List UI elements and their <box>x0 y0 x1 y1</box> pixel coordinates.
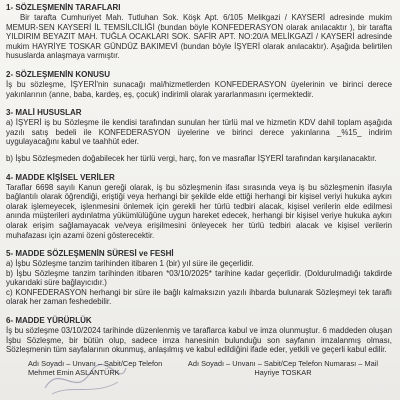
section-effectiveness <box>6 316 392 355</box>
signatory-name: Hayriye TOSKAR <box>254 367 312 377</box>
section-paragraph: a) İşbu Sözleşme tanzim tarihinden itibaren 1 (bir) yıl süre ile geçerlidir. <box>6 259 254 269</box>
section-heading: 6- MADDE YÜRÜRLÜK <box>6 316 92 326</box>
section-paragraph: c) KONFEDERASYON herhangi bir süre ile bağlı kalmaksızın yazılı ihbarda bulunarak Sözleşmeyi tek taraflı olarak her zaman feshedebilir. <box>6 287 392 307</box>
section-paragraph: İş bu sözleşme, İŞYERİ'nin sunacağı mal/hizmetlerden KONFEDERASYON üyelerinin ve birinci derece yakınlarının (anne, baba, kardeş, eş, çocuk) indirimli olarak yararlanmasını içermektedir. <box>6 79 392 99</box>
signature-role: Adı Soyadı – Unvanı – Sabit/Cep Telefon <box>28 358 163 368</box>
section-paragraph: İş bu sözleşme 03/10/2024 tarihinde düzenlenmiş ve taraflarca kabul ve imza olunmuştur. 6 maddeden oluşan İşbu Sözleşme, bir bütün olup, sadece imza hanesinin bulunduğu son sayfanın imzalanmış olması, Sözleşmenin tüm sayfalarının okunmuş, anlaşılmış ve kabul edildiğini ifade eder, yetkili ve geçerli kabul edilir. <box>6 326 392 355</box>
section-heading: 3- MALİ HUSUSLAR <box>6 108 82 118</box>
section-parties <box>6 3 392 61</box>
section-paragraph: Bir tarafta Cumhuriyet Mah. Tutluhan Sok. Köşk Apt. 6/105 Melikgazi / KAYSERİ adresinde mukim MEMUR-SEN KAYSERİ İL TEMSİLCİLİĞİ (bundan böyle KONFEDERASYON olarak anılacaktır ), bir tarafta YILDIRIM BEYAZIT MAH. TUĞLA OCAKLARI SOK. SAFİR APT. NO:20/A MELİKGAZİ / KAYSERİ adresinde mukim HAYRİYE TOSKAR GÜNDÜZ BAKIMEVİ (bundan böyle İŞYERİ olarak anılacaktır). Aşağıda belirtilen hususlarda anlaşmaya varmıştır. <box>6 13 392 61</box>
signature-role: Adı Soyadı – Unvanı – Sabit/Cep Telefon Numarası – Mail <box>187 358 378 368</box>
signature-right <box>188 359 378 377</box>
section-heading: 2- SÖZLEŞMENİN KONUSU <box>6 69 111 79</box>
section-subject <box>6 70 392 99</box>
section-heading: 4- MADDE KİŞİSEL VERİLER <box>6 172 115 182</box>
section-heading: 1- SÖZLEŞMENİN TARAFLARI <box>6 3 121 12</box>
section-paragraph: b) İşbu Sözleşme tanzim tarihinden itibaren *03/10/2025* tarihine kadar geçerlidir. (Doldurulmadığı takdirde yukarıdaki süre bağlayıcıdır.) <box>6 268 392 288</box>
section-paragraph: b) İşbu Sözleşmeden doğabilecek her türlü vergi, harç, fon ve masraflar İŞYERİ tarafından karşılanacaktır. <box>6 153 377 163</box>
section-personal-data <box>6 173 392 241</box>
section-paragraph: a) İŞYERİ iş bu Sözleşme ile kendisi tarafından sunulan her türlü mal ve hizmetin KDV dahil toplam aşağıda yazılı satış bedeli ile KONFEDERASYON üyelerine ve birinci derece yakınlarına _%15_ indirim uygulayacağını kabul ve taahhüt eder. <box>6 118 392 147</box>
section-heading: 5- MADDE SÖZLEŞMENİN SÜRESİ ve FESHİ <box>6 249 174 259</box>
section-financial <box>6 108 392 163</box>
section-duration-termination <box>6 249 392 307</box>
signatory-name: Mehmet Emin ASLANTÜRK <box>28 367 120 377</box>
section-paragraph: Taraflar 6698 sayılı Kanun gereği olarak, iş bu sözleşmenin ifası sırasında veya iş bu sözleşmenin ifasıyla bağlantılı olarak öğrendiği, eriştiği veya herhangi bir şekilde elde ettiği herhangi bir kişisel veriyi hukuka aykırı olarak işlemeyecek, işlenmesini önlemek için gerekli her türlü tedbiri alacak, kişisel verilerin elde edilmesi anında müşterileri aydınlatma yükümlülüğüne uygun hareket edecek, herhangi bir kişisel veriye hukuka aykırı olarak erişim sağlamayacak ve/veya erişilmesini önleyecek her türlü tedbiri alacak ve kişisel verilerin muhafazası için azami özeni gösterecektir. <box>6 182 392 240</box>
signature-scribble-icon <box>40 358 130 400</box>
